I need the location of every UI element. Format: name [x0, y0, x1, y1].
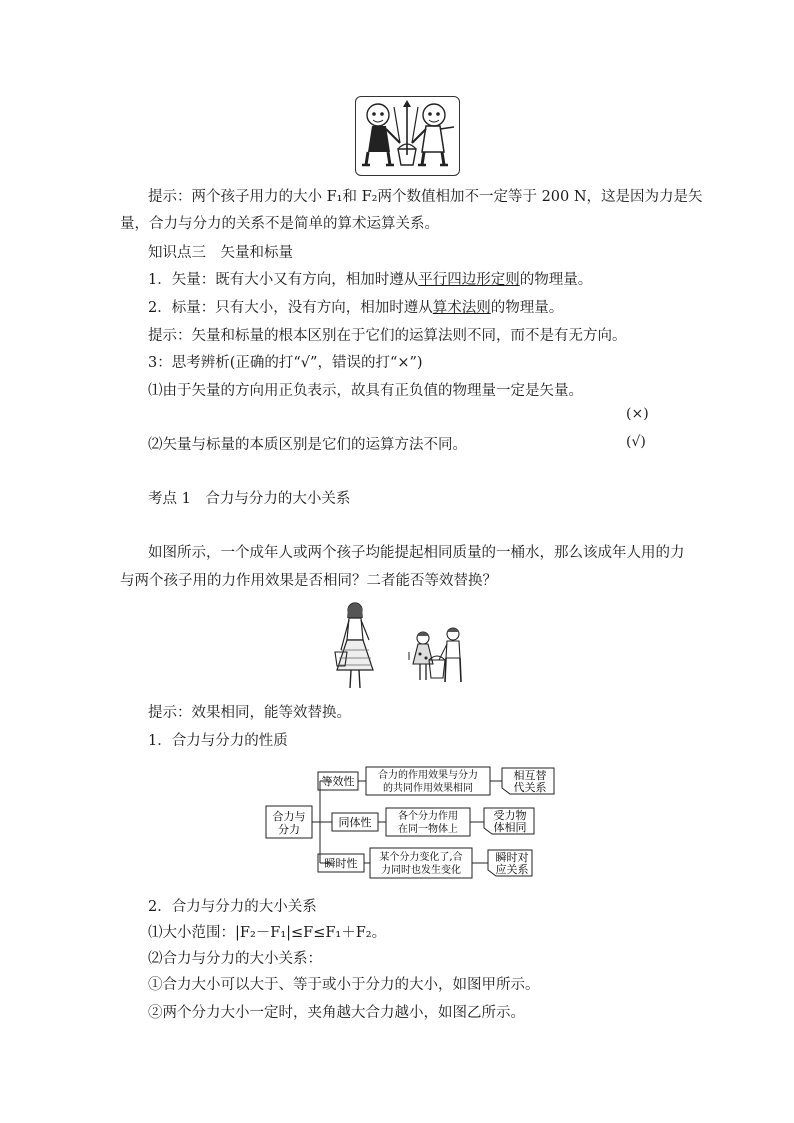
adult-and-children-figure	[325, 600, 475, 692]
row3-result-2: 应关系	[495, 863, 529, 876]
vector-rule: 平行四边形定则	[418, 272, 520, 288]
force-properties-diagram	[262, 764, 562, 880]
size-range: ⑴大小范围：|F₂－F₁|≤F≤F₁＋F₂。	[148, 925, 387, 941]
row3-desc-1: 某个分力变化了,合	[379, 852, 463, 863]
scalar-suffix: 的物理量。	[490, 300, 564, 316]
row1-desc-2: 的共同作用效果相同	[383, 783, 473, 794]
relation-title: ⑵合力与分力的大小关系：	[148, 951, 322, 967]
row2-result-2: 体相同	[493, 821, 527, 834]
scalar-rule: 算术法则	[432, 300, 491, 316]
judge-item-1: ⑴由于矢量的方向用正负表示，故具有正负值的物理量一定是矢量。	[148, 383, 583, 399]
row2-desc-1: 各个分力作用	[398, 811, 458, 822]
row1-result-2: 代关系	[513, 781, 547, 794]
question-line-2: 与两个孩子用的力作用效果是否相同？二者能否等效替换？	[120, 573, 497, 589]
row3-result-1: 瞬时对	[495, 851, 529, 864]
row2-result-1: 受力物	[493, 809, 527, 822]
relation-1: ①合力大小可以大于、等于或小于分力的大小，如图甲所示。	[148, 977, 540, 993]
row2-desc-2: 在同一物体上	[398, 824, 458, 835]
section-hint: 提示：矢量和标量的根本区别在于它们的运算法则不同，而不是有无方向。	[148, 328, 627, 344]
two-children-lifting-figure	[355, 96, 460, 176]
children-illustration	[356, 97, 458, 174]
hint-line-1: 提示：两个孩子用力的大小 F₁和 F₂两个数值相加不一定等于 200 N，这是因为力是矢	[148, 189, 703, 205]
row3-desc-2: 力同时也发生变化	[381, 865, 461, 876]
adult-children-illustration	[325, 600, 475, 692]
judge-mark-1: (×)	[626, 406, 649, 422]
scalar-definition	[148, 297, 563, 319]
judge-mark-2: (√)	[626, 434, 646, 450]
scalar-prefix: 2．标量：只有大小，没有方向，相加时遵从	[148, 300, 433, 316]
judge-item-2: ⑵矢量与标量的本质区别是它们的运算方法不同。	[148, 437, 467, 453]
center-label-2: 分力	[278, 823, 300, 836]
size-title: 2．合力与分力的大小关系	[148, 899, 317, 915]
vector-definition	[148, 269, 592, 291]
kaodian-hint: 提示：效果相同，能等效替换。	[148, 705, 351, 721]
row1-label: 等效性	[321, 775, 355, 788]
hint-line-2: 量，合力与分力的关系不是简单的算术运算关系。	[120, 216, 439, 232]
row1-result-1: 相互替	[513, 769, 547, 782]
kaodian-title: 考点 1 合力与分力的大小关系	[148, 491, 351, 507]
section-title: 知识点三 矢量和标量	[148, 245, 293, 261]
row3-label: 瞬时性	[324, 857, 358, 870]
row2-label: 同体性	[338, 816, 372, 829]
question-line-1: 如图所示，一个成年人或两个孩子均能提起相同质量的一桶水，那么该成年人用的力	[148, 545, 685, 561]
nature-title: 1．合力与分力的性质	[148, 733, 288, 749]
vector-suffix: 的物理量。	[519, 272, 593, 288]
vector-prefix: 1．矢量：既有大小又有方向，相加时遵从	[148, 272, 419, 288]
row1-desc-1: 合力的作用效果与分力	[378, 770, 478, 781]
center-label-1: 合力与	[272, 810, 306, 823]
judge-title: 3：思考辨析(正确的打“√”，错误的打“×”)	[148, 355, 423, 371]
relation-2: ②两个分力大小一定时，夹角越大合力越小，如图乙所示。	[148, 1005, 525, 1021]
